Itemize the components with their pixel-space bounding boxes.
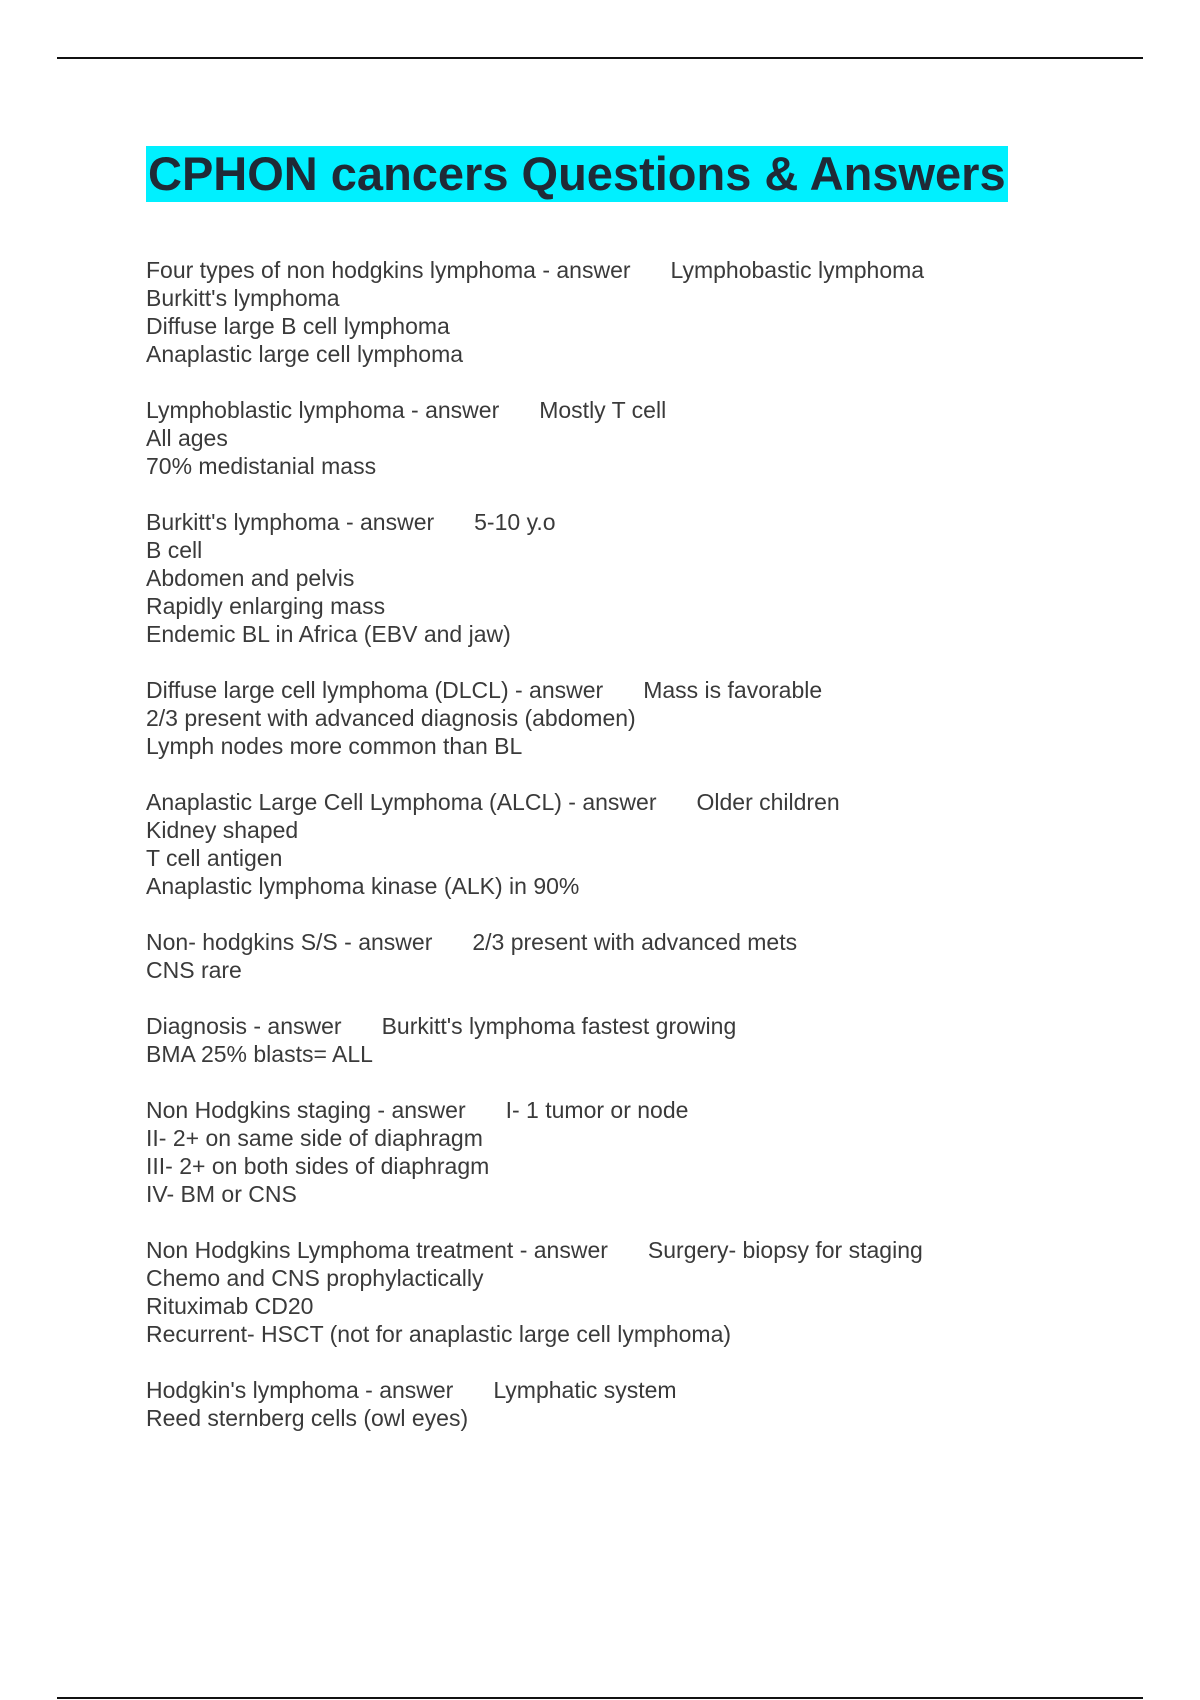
answer-line: Diffuse large B cell lymphoma [146,313,450,339]
qa-first-line [146,508,1146,536]
question-text: Lymphoblastic lymphoma - answer [146,397,500,423]
answer-text: Surgery- biopsy for staging [647,1237,923,1263]
answer-text: 2/3 present with advanced mets [472,929,798,955]
answer-line: Burkitt's lymphoma [146,285,340,311]
qa-item [146,1376,1146,1432]
question-text: Diffuse large cell lymphoma (DLCL) - answer [146,677,604,703]
answer-text: I- 1 tumor or node [505,1097,689,1123]
qa-first-line [146,676,1146,704]
answer-line: 2/3 present with advanced diagnosis (abdomen) [146,705,636,731]
answer-text: Lymphatic system [493,1377,677,1403]
top-rule [57,57,1143,59]
qa-item [146,256,1146,368]
qa-item [146,396,1146,480]
answer-line: All ages [146,425,228,451]
answer-line: Anaplastic large cell lymphoma [146,341,464,367]
question-text: Non Hodgkins staging - answer [146,1097,466,1123]
qa-item [146,928,1146,984]
page-title: CPHON cancers Questions & Answers [148,147,1006,200]
answer-line: Endemic BL in Africa (EBV and jaw) [146,621,511,647]
answer-line: Reed sternberg cells (owl eyes) [146,1405,469,1431]
answer-line: Chemo and CNS prophylactically [146,1265,484,1291]
answer-text: Burkitt's lymphoma fastest growing [381,1013,737,1039]
answer-text: Mostly T cell [539,397,667,423]
answer-line: T cell antigen [146,845,283,871]
answer-line: Rapidly enlarging mass [146,593,386,619]
qa-first-line [146,256,1146,284]
answer-line: III- 2+ on both sides of diaphragm [146,1153,490,1179]
question-text: Diagnosis - answer [146,1013,342,1039]
answer-line: BMA 25% blasts= ALL [146,1041,373,1067]
question-text: Non- hodgkins S/S - answer [146,929,433,955]
qa-list [146,256,1146,1460]
answer-line: Lymph nodes more common than BL [146,733,523,759]
answer-line: B cell [146,537,203,563]
qa-item [146,1236,1146,1348]
qa-first-line [146,1376,1146,1404]
qa-item [146,508,1146,648]
question-text: Burkitt's lymphoma - answer [146,509,435,535]
question-text: Four types of non hodgkins lymphoma - answer [146,257,631,283]
title-block [146,146,1008,202]
bottom-rule [57,1697,1143,1699]
answer-line: Abdomen and pelvis [146,565,355,591]
qa-item [146,788,1146,900]
answer-text: Lymphobastic lymphoma [670,257,925,283]
answer-line: Anaplastic lymphoma kinase (ALK) in 90% [146,873,580,899]
answer-line: Kidney shaped [146,817,299,843]
qa-first-line [146,1012,1146,1040]
answer-line: Recurrent- HSCT (not for anaplastic large cell lymphoma) [146,1321,732,1347]
qa-first-line [146,1236,1146,1264]
qa-first-line [146,788,1146,816]
qa-item [146,1012,1146,1068]
answer-line: 70% medistanial mass [146,453,377,479]
question-text: Hodgkin's lymphoma - answer [146,1377,454,1403]
answer-text: Mass is favorable [643,677,823,703]
qa-first-line [146,928,1146,956]
answer-text: 5-10 y.o [474,509,556,535]
qa-item [146,1096,1146,1208]
answer-line: IV- BM or CNS [146,1181,297,1207]
qa-item [146,676,1146,760]
answer-line: II- 2+ on same side of diaphragm [146,1125,483,1151]
answer-text: Older children [696,789,840,815]
question-text: Anaplastic Large Cell Lymphoma (ALCL) - answer [146,789,657,815]
qa-first-line [146,1096,1146,1124]
answer-line: CNS rare [146,957,242,983]
qa-first-line [146,396,1146,424]
question-text: Non Hodgkins Lymphoma treatment - answer [146,1237,608,1263]
answer-line: Rituximab CD20 [146,1293,314,1319]
